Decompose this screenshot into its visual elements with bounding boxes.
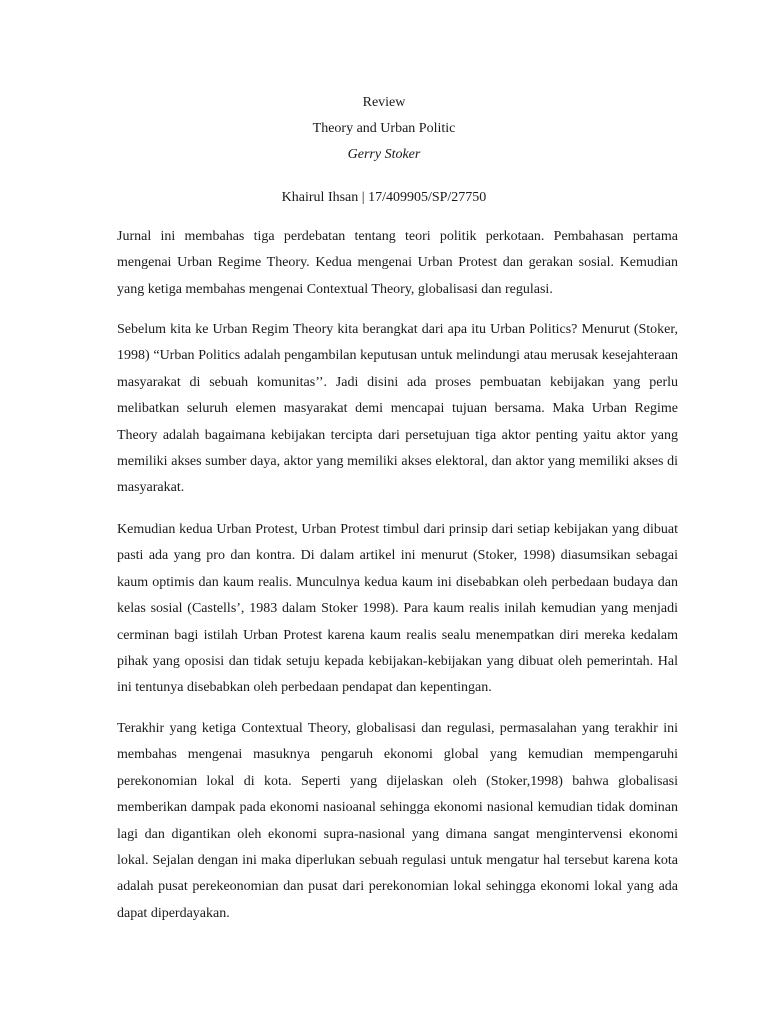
paragraph-introduction: Jurnal ini membahas tiga perdebatan tentang teori politik perkotaan. Pembahasan pertama mengenai Urban Regime Theory. Kedua mengenai Urban Protest dan gerakan sosial. Kemudian yang ketiga membahas mengenai Contextual Theory, globalisasi dan regulasi. — [117, 229, 678, 297]
document-title: Theory and Urban Politic — [312, 121, 456, 136]
paragraph-contextual-theory: Terakhir yang ketiga Contextual Theory, globalisasi dan regulasi, permasalahan yang terakhir ini membahas mengenai masuknya pengaruh ekonomi global yang kemudian mempengaruhi perekonomian lokal di kota. Seperti yang dijelaskan oleh (Stoker,1998) bahwa globalisasi memberikan dampak pada ekonomi nasioanal sehingga ekonomi nasional kemudian tidak dominan lagi dan digantikan oleh ekonomi supra-nasional yang dimana sangat mengintervensi ekonomi lokal. Sejalan dengan ini maka diperlukan sebuah regulasi untuk mengatur hal tersebut karena kota adalah pusat perekeonomian dan pusat dari perekonomian lokal sehingga ekonomi lokal yang ada dapat diperdayakan. — [117, 721, 678, 921]
student-identity: Khairul Ihsan | 17/409905/SP/27750 — [281, 190, 487, 205]
author-name: Gerry Stoker — [347, 147, 421, 162]
review-label: Review — [362, 95, 406, 110]
paragraph-urban-regime-theory: Sebelum kita ke Urban Regim Theory kita berangkat dari apa itu Urban Politics? Menurut (Stoker, 1998) “Urban Politics adalah pengambilan keputusan untuk melindungi atau merusak kesejahteraan masyarakat di sebuah komunitas’’. Jadi disini ada proses pembuatan kebijakan yang perlu melibatkan seluruh elemen masyarakat demi mencapai tujuan bersama. Maka Urban Regime Theory adalah bagaimana kebijakan tercipta dari persetujuan tiga aktor penting yaitu aktor yang memiliki akses sumber daya, aktor yang memiliki akses elektoral, dan aktor yang memiliki akses di masyarakat. — [117, 322, 678, 496]
paragraph-urban-protest: Kemudian kedua Urban Protest, Urban Protest timbul dari prinsip dari setiap kebijakan yang dibuat pasti ada yang pro dan kontra. Di dalam artikel ini menurut (Stoker, 1998) diasumsikan sebagai kaum optimis dan kaum realis. Munculnya kedua kaum ini disebabkan oleh perbedaan budaya dan kelas sosial (Castells’, 1983 dalam Stoker 1998). Para kaum realis inilah kemudian yang menjadi cerminan bagi istilah Urban Protest karena kaum realis sealu menempatkan diri mereka kedalam pihak yang oposisi dan tidak setuju kepada kebijakan-kebijakan yang dibuat oleh pemerintah. Hal ini tentunya disebabkan oleh perbedaan pendapat dan kepentingan. — [117, 522, 678, 696]
